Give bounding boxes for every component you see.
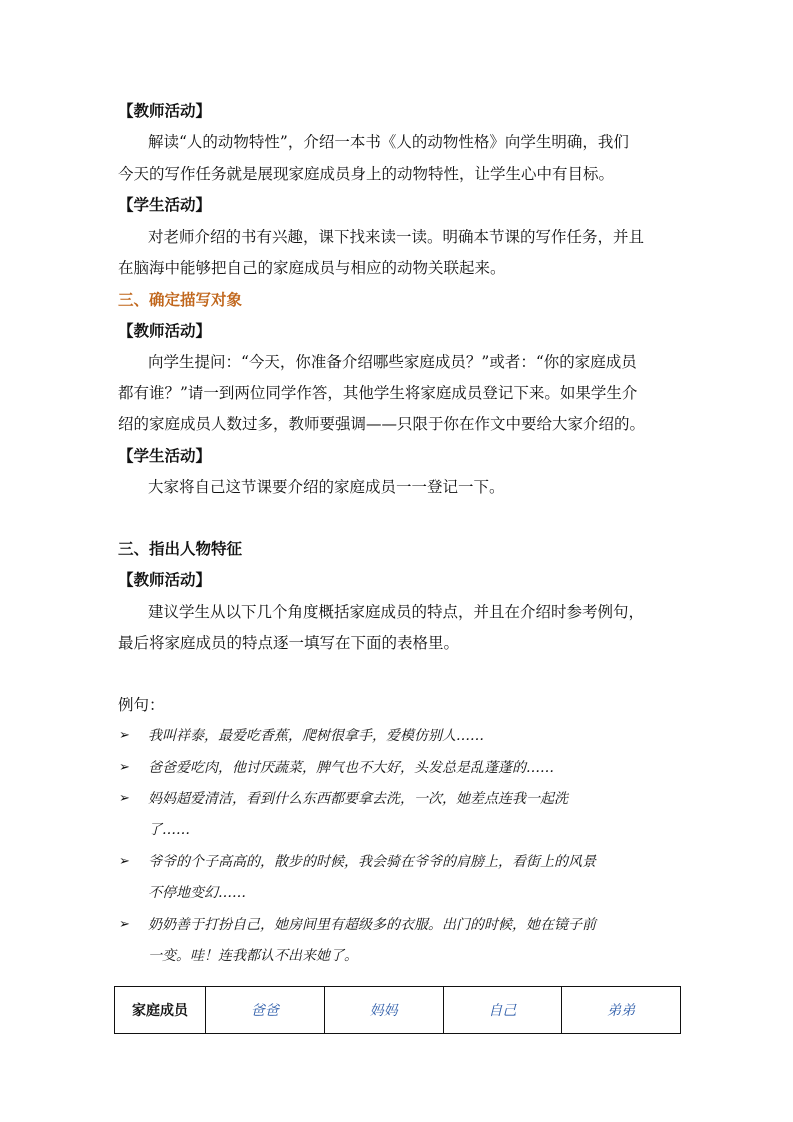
paragraph-line: 在脑海中能够把自己的家庭成员与相应的动物关联起来。: [118, 259, 506, 277]
teacher-activity-heading: 【教师活动】: [118, 570, 212, 589]
section-heading: 三、指出人物特征: [118, 539, 243, 558]
section-heading: 三、确定描写对象: [118, 290, 243, 309]
teacher-activity-heading: 【教师活动】: [118, 101, 212, 120]
student-activity-heading: 【学生活动】: [118, 195, 212, 214]
paragraph-line: 大家将自己这节课要介绍的家庭成员一一登记一下。: [148, 478, 505, 496]
example-sentence: 妈妈超爱清洁，看到什么东西都要拿去洗，一次，她差点连我一起洗: [148, 791, 568, 807]
paragraph-line: 都有谁？”请一到两位同学作答，其他学生将家庭成员登记下来。如果学生介: [118, 384, 638, 402]
bullet-arrow-icon: ➢: [119, 791, 130, 806]
table-cell[interactable]: 弟弟: [562, 987, 681, 1034]
paragraph-line: 今天的写作任务就是展现家庭成员身上的动物特性，让学生心中有目标。: [118, 165, 615, 183]
example-sentence-continued: 不停地变幻……: [148, 885, 246, 901]
paragraph-line: 建议学生从以下几个角度概括家庭成员的特点，并且在介绍时参考例句，: [148, 603, 645, 621]
student-activity-heading: 【学生活动】: [118, 446, 212, 465]
table-cell[interactable]: 妈妈: [324, 987, 443, 1034]
family-members-table: [114, 986, 681, 1034]
example-sentence: 奶奶善于打扮自己，她房间里有超级多的衣服。出门的时候，她在镜子前: [148, 917, 596, 933]
paragraph-line: 最后将家庭成员的特点逐一填写在下面的表格里。: [118, 634, 460, 652]
bullet-arrow-icon: ➢: [119, 854, 130, 869]
examples-label: 例句：: [118, 696, 165, 714]
example-sentence-continued: 一变。哇！连我都认不出来她了。: [148, 948, 358, 964]
table-cell[interactable]: 自己: [443, 987, 562, 1034]
example-sentence: 爷爷的个子高高的，散步的时候，我会骑在爷爷的肩膀上，看街上的风景: [148, 854, 596, 870]
table-cell[interactable]: 爸爸: [206, 987, 325, 1034]
example-sentence-continued: 了……: [148, 822, 190, 838]
bullet-arrow-icon: ➢: [119, 917, 130, 932]
example-sentence: 爸爸爱吃肉，他讨厌蔬菜，脾气也不大好，头发总是乱蓬蓬的……: [148, 760, 554, 776]
table-row: [115, 987, 681, 1034]
paragraph-line: 向学生提问：“今天，你准备介绍哪些家庭成员？”或者：“你的家庭成员: [148, 353, 637, 371]
paragraph-line: 解读“人的动物特性”，介绍一本书《人的动物性格》向学生明确，我们: [148, 133, 629, 151]
paragraph-line: 绍的家庭成员人数过多，教师要强调——只限于你在作文中要给大家介绍的。: [118, 415, 646, 433]
example-sentence: 我叫祥泰，最爱吃香蕉，爬树很拿手，爱模仿别人……: [148, 728, 484, 744]
teacher-activity-heading: 【教师活动】: [118, 321, 212, 340]
paragraph-line: 对老师介绍的书有兴趣，课下找来读一读。明确本节课的写作任务，并且: [148, 228, 645, 246]
bullet-arrow-icon: ➢: [119, 760, 130, 775]
table-header-cell: 家庭成员: [115, 987, 206, 1034]
bullet-arrow-icon: ➢: [119, 728, 130, 743]
